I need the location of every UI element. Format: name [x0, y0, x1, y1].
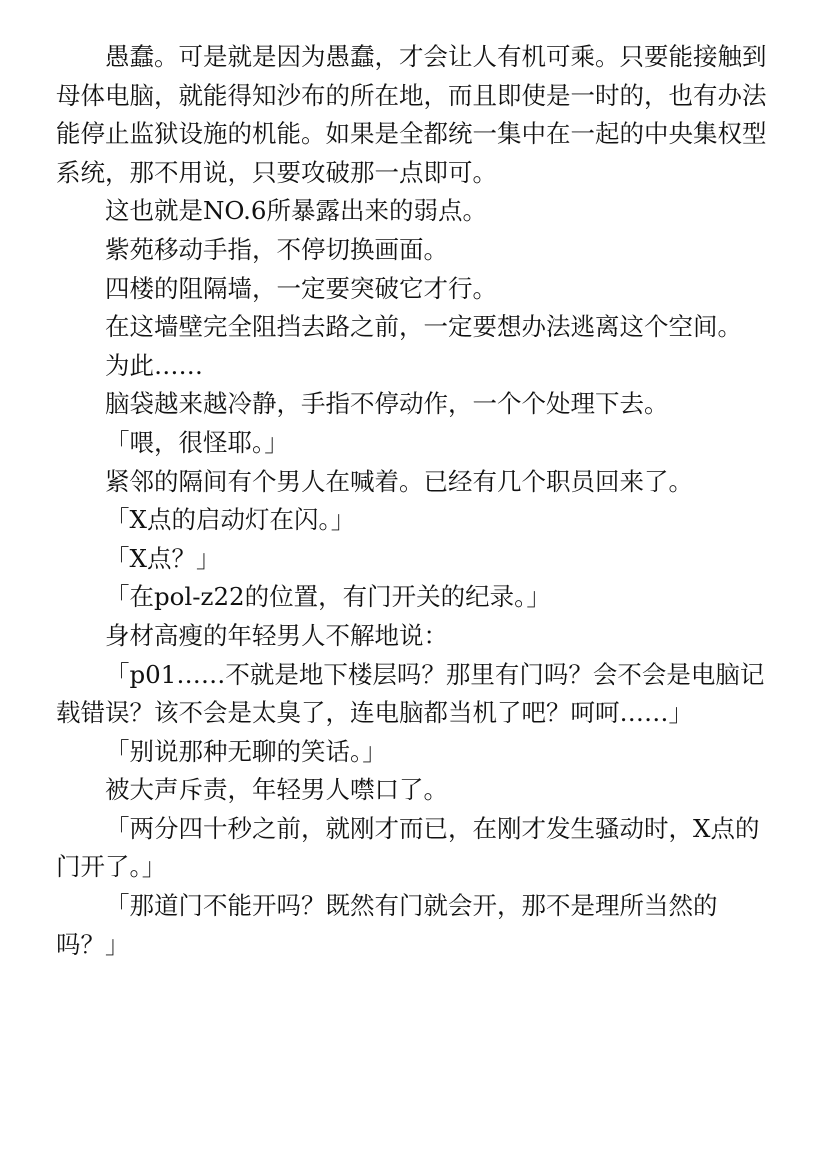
- dialogue: 「X点？」: [105, 543, 221, 573]
- dialogue: 「喂，很怪耶。」: [105, 427, 289, 457]
- paragraph: 紧邻的隔间有个男人在喊着。已经有几个职员回来了。: [105, 466, 693, 496]
- paragraph: 脑袋越来越冷静，手指不停动作，一个个处理下去。: [105, 389, 669, 419]
- paragraph: 为此……: [105, 350, 203, 380]
- paragraph: 在这墙壁完全阻挡去路之前，一定要想办法逃离这个空间。: [105, 312, 742, 342]
- paragraph: 被大声斥责，年轻男人噤口了。: [105, 775, 448, 805]
- paragraph: 紫苑移动手指，不停切换画面。: [105, 234, 448, 264]
- paragraph: 这也就是NO.6所暴露出来的弱点。: [105, 196, 487, 226]
- paragraph: 愚蠢。可是就是因为愚蠢，才会让人有机可乘。只要能接触到母体电脑，就能得知沙布的所在地，而且即使是一时的，也有办法能停止监狱设施的机能。如果是全都统一集中在一起的中央集权型系统，那不用说，只要攻破那一点即可。: [56, 42, 767, 187]
- dialogue: 「那道门不能开吗？既然有门就会开，那不是理所当然的吗？」: [56, 891, 718, 959]
- paragraph: 身材高瘦的年轻男人不解地说：: [105, 620, 448, 650]
- dialogue: 「别说那种无聊的笑话。」: [105, 736, 387, 766]
- page-text: [56, 38, 776, 964]
- dialogue: 「两分四十秒之前，就刚才而已，在刚才发生骚动时，X点的门开了。」: [56, 813, 760, 882]
- dialogue: 「p01……不就是地下楼层吗？那里有门吗？会不会是电脑记载错误？该不会是太臭了，连电脑都当机了吧？呵呵……」: [56, 659, 765, 728]
- dialogue: 「X点的启动灯在闪。」: [105, 505, 356, 535]
- dialogue: 「在pol-z22的位置，有门开关的纪录。」: [105, 582, 551, 612]
- paragraph: 四楼的阻隔墙，一定要突破它才行。: [105, 273, 497, 303]
